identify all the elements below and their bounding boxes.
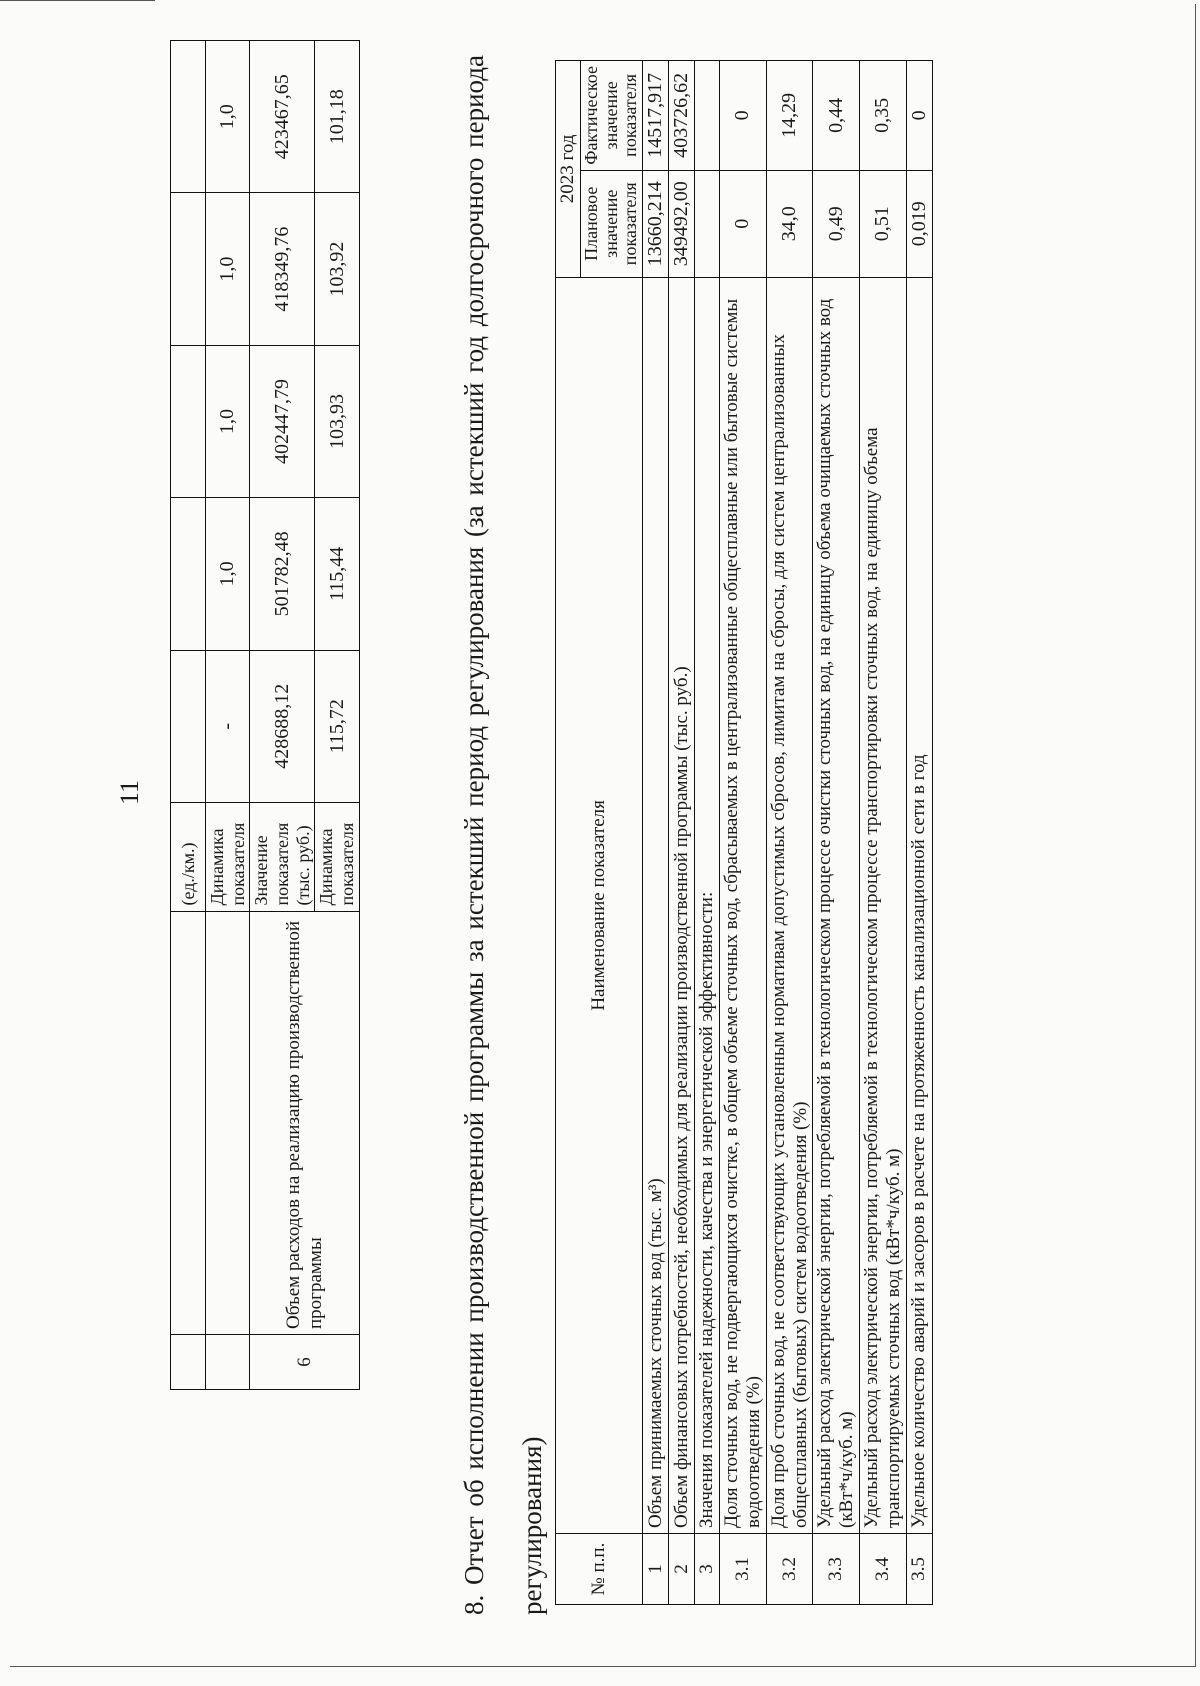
row-number: 3.5 [906, 1534, 932, 1605]
row-name: Удельное количество аварий и засоров в расчете на протяженность канализационной сети в год [906, 277, 932, 1533]
rotated-content [0, 5, 1200, 1665]
table-cell [206, 1335, 250, 1390]
dynamics-label: Динамика показателя [315, 802, 359, 911]
dynamics-value: - [206, 650, 250, 802]
table-row [643, 61, 669, 1605]
section-heading: 8. Отчет об исполнении производственной программы за истекший период регулирования (за истекший год долгосрочного периода регулирования) [459, 55, 547, 1615]
row-number: 3.4 [860, 1534, 907, 1605]
table-cell [171, 345, 206, 497]
plan-value: 349492,00 [669, 170, 695, 277]
row-name: Удельный расход электрической энергии, потребляемой в технологическом процессе очистки сточных вод, на единицу объема очищаемых сточных вод (кВт*ч/куб. м) [813, 277, 860, 1533]
column-header-fact: Фактическое значение показателя [580, 61, 642, 171]
value-cell: 418349,76 [250, 193, 315, 345]
table-row [669, 61, 695, 1605]
table-row [171, 41, 206, 1390]
table-row [860, 61, 907, 1605]
plan-value: 0,019 [906, 170, 932, 277]
plan-value: 34,0 [766, 170, 813, 277]
column-header-number: № п.п. [556, 1534, 643, 1605]
plan-value: 0 [720, 170, 767, 277]
row-number: 3.3 [813, 1534, 860, 1605]
fact-value: 14517,917 [643, 61, 669, 171]
table-cell [206, 911, 250, 1334]
table-row [813, 61, 860, 1605]
table-cell [171, 650, 206, 802]
dynamics-value: 1,0 [206, 345, 250, 497]
page-number: 11 [115, 779, 144, 805]
table-row [906, 61, 932, 1605]
dynamics-value: 101,18 [315, 41, 359, 193]
value-cell: 501782,48 [250, 498, 315, 650]
row-number: 1 [643, 1534, 669, 1605]
table-row [250, 41, 315, 1390]
row-name: Значения показателей надежности, качества и энергетической эффективности: [695, 277, 720, 1533]
dynamics-value: 1,0 [206, 498, 250, 650]
row-name: Доля проб сточных вод, не соответствующих установленным нормативам допустимых сбросов, лимитам на сбросы, для систем централизованных общесплавных (бытовых) систем водоотведения (%) [766, 277, 813, 1533]
fact-value: 0 [906, 61, 932, 171]
row-number: 3.2 [766, 1534, 813, 1605]
table-row [766, 61, 813, 1605]
value-label: Значение показателя (тыс. руб.) [250, 802, 315, 911]
row-name: Удельный расход электрической энергии, потребляемой в технологическом процессе транспортировки сточных вод, на единицу объема транспортируемых сточных вод (кВт*ч/куб. м) [860, 277, 907, 1533]
dynamics-value: 115,44 [315, 498, 359, 650]
row-number: 6 [250, 1335, 359, 1390]
dynamics-value: 103,93 [315, 345, 359, 497]
row-number: 3.1 [720, 1534, 767, 1605]
table-cell [171, 193, 206, 345]
indicators-table-continuation [170, 40, 360, 1390]
plan-value: 0,51 [860, 170, 907, 277]
dynamics-value: 103,92 [315, 193, 359, 345]
fact-value: 14,29 [766, 61, 813, 171]
value-cell: 428688,12 [250, 650, 315, 802]
table-cell [171, 41, 206, 193]
table-cell [171, 1335, 206, 1390]
row-number: 3 [695, 1534, 720, 1605]
plan-value [695, 170, 720, 277]
row-name: Объем финансовых потребностей, необходимых для реализации производственной программы (тыс. руб.) [669, 277, 695, 1533]
table-row [720, 61, 767, 1605]
column-header-name: Наименование показателя [556, 277, 643, 1533]
table-cell [171, 498, 206, 650]
column-header-year: 2023 год [556, 61, 581, 278]
fact-value: 0,44 [813, 61, 860, 171]
row-name: Объем расходов на реализацию производственной программы [250, 911, 359, 1334]
plan-value: 0,49 [813, 170, 860, 277]
fact-value [695, 61, 720, 171]
fact-value: 0,35 [860, 61, 907, 171]
dynamics-value: 1,0 [206, 41, 250, 193]
dynamics-value: 115,72 [315, 650, 359, 802]
dynamics-value: 1,0 [206, 193, 250, 345]
fact-value: 0 [720, 61, 767, 171]
table-cell [171, 911, 206, 1334]
dynamics-label: Динамика показателя [206, 802, 250, 911]
row-number: 2 [669, 1534, 695, 1605]
row-name: Доля сточных вод, не подвергающихся очистке, в общем объеме сточных вод, сбрасываемых в централизованные общесплавные или бытовые системы водоотведения (%) [720, 277, 767, 1533]
table-header-row [556, 61, 581, 1605]
value-cell: 402447,79 [250, 345, 315, 497]
plan-value: 13660,214 [643, 170, 669, 277]
column-header-plan: Плановое значение показателя [580, 170, 642, 277]
value-cell: 423467,65 [250, 41, 315, 193]
program-execution-report-table [555, 60, 933, 1605]
table-row [206, 41, 250, 1390]
row-name: Объем принимаемых сточных вод (тыс. м³) [643, 277, 669, 1533]
unit-fragment-cell: (ед./км.) [171, 802, 206, 911]
fact-value: 403726,62 [669, 61, 695, 171]
table-row [695, 61, 720, 1605]
